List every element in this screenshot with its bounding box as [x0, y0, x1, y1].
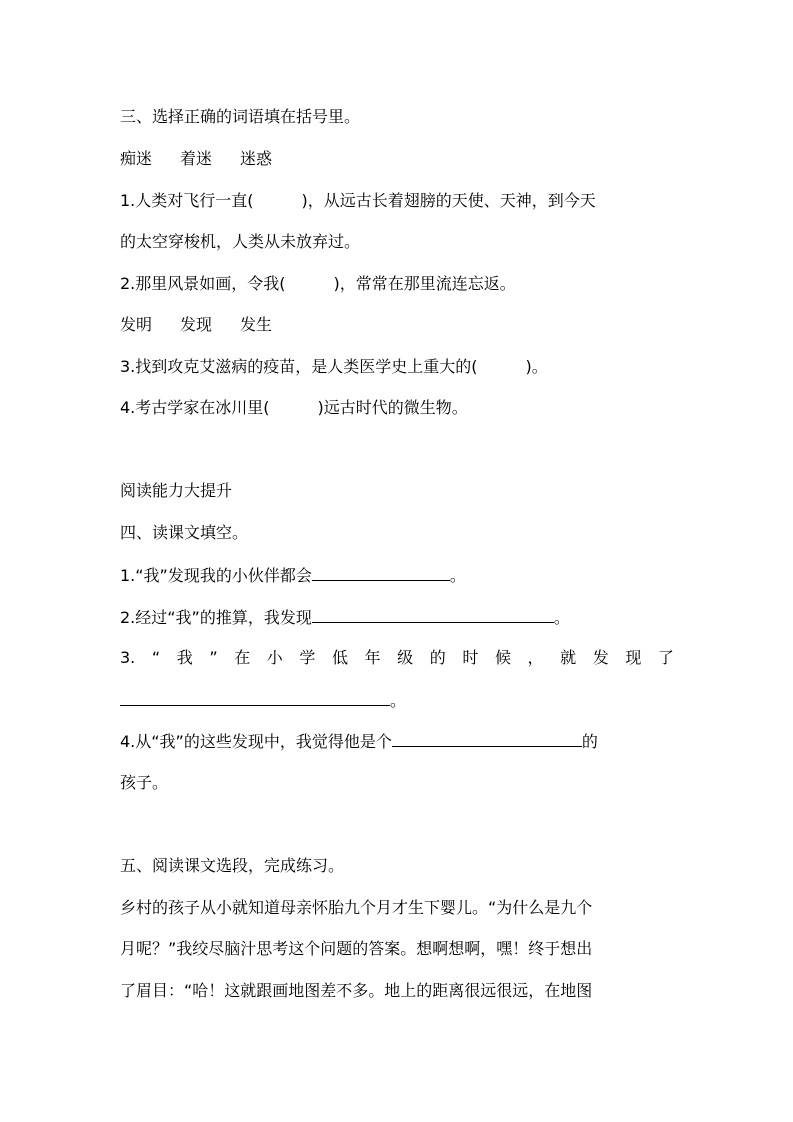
section4-heading: 四、读课文填空。	[120, 523, 249, 542]
question-char: 年	[364, 648, 381, 667]
question-4-2	[120, 606, 674, 629]
question-4-1	[120, 564, 674, 587]
question-char: 小	[266, 648, 283, 667]
section5-heading: 五、阅读课文选段，完成练习。	[120, 856, 345, 875]
word-choice: 迷惑	[240, 149, 273, 168]
section3-heading: 三、选择正确的词语填在括号里。	[120, 107, 361, 126]
word-choices-1	[120, 148, 674, 170]
question-char: 的	[429, 648, 446, 667]
question-3-3: 3.找到攻克艾滋病的疫苗，是人类医学史上重大的( )。	[120, 357, 548, 376]
word-choice: 痴迷	[120, 149, 153, 168]
question-text: 2.经过“我”的推算，我发现	[120, 608, 312, 627]
question-char: 3.	[120, 648, 136, 667]
question-char: ，	[527, 648, 544, 667]
answer-blank[interactable]	[392, 730, 582, 747]
word-choice: 发现	[180, 315, 213, 334]
passage-line-1: 乡村的孩子从小就知道母亲怀胎九个月才生下婴儿。“为什么是九个	[120, 898, 593, 917]
passage-line-3: 了眉目：“哈！这就跟画地图差不多。地上的距离很远很远，在地图	[120, 981, 593, 1000]
question-char: 时	[462, 648, 479, 667]
question-text: 4.从“我”的这些发现中，我觉得他是个	[120, 732, 392, 751]
question-text: 1.“我”发现我的小伙伴都会	[120, 566, 312, 585]
question-char: 现	[625, 648, 642, 667]
question-text: 。	[553, 608, 570, 627]
question-3-2: 2.那里风景如画，令我( )，常常在那里流连忘返。	[120, 274, 516, 293]
word-choice: 发明	[120, 315, 153, 334]
question-text: 的	[581, 732, 598, 751]
word-choice: 发生	[240, 315, 273, 334]
question-char: 低	[331, 648, 348, 667]
question-char: 就	[560, 648, 577, 667]
question-char: “	[151, 648, 161, 667]
question-char: ”	[209, 648, 218, 667]
question-char: 学	[299, 648, 316, 667]
answer-blank[interactable]	[312, 606, 554, 623]
question-3-1-line2: 的太空穿梭机，人类从未放弃过。	[120, 232, 361, 251]
question-4-3-line2	[120, 689, 674, 712]
reading-title: 阅读能力大提升	[120, 481, 233, 500]
word-choices-2	[120, 314, 674, 336]
answer-blank[interactable]	[312, 564, 450, 581]
question-char: 我	[176, 648, 193, 667]
question-text: 。	[449, 566, 466, 585]
question-4-4-line2: 孩子。	[120, 773, 169, 792]
question-4-4-line1	[120, 730, 674, 753]
word-choice: 着迷	[180, 149, 213, 168]
question-char: 候	[494, 648, 511, 667]
question-3-1-line1: 1.人类对飞行一直( )，从远古长着翅膀的天使、天神，到今天	[120, 191, 596, 210]
question-3-4: 4.考古学家在冰川里( )远古时代的微生物。	[120, 398, 468, 417]
answer-blank[interactable]	[120, 689, 390, 706]
question-text: 。	[390, 691, 407, 710]
question-char: 了	[657, 648, 674, 667]
question-char: 发	[592, 648, 609, 667]
question-4-3-line1	[120, 647, 674, 669]
question-char: 在	[234, 648, 251, 667]
question-char: 级	[397, 648, 414, 667]
passage-line-2: 月呢？”我绞尽脑汁思考这个问题的答案。想啊想啊，嘿！终于想出	[120, 939, 593, 958]
